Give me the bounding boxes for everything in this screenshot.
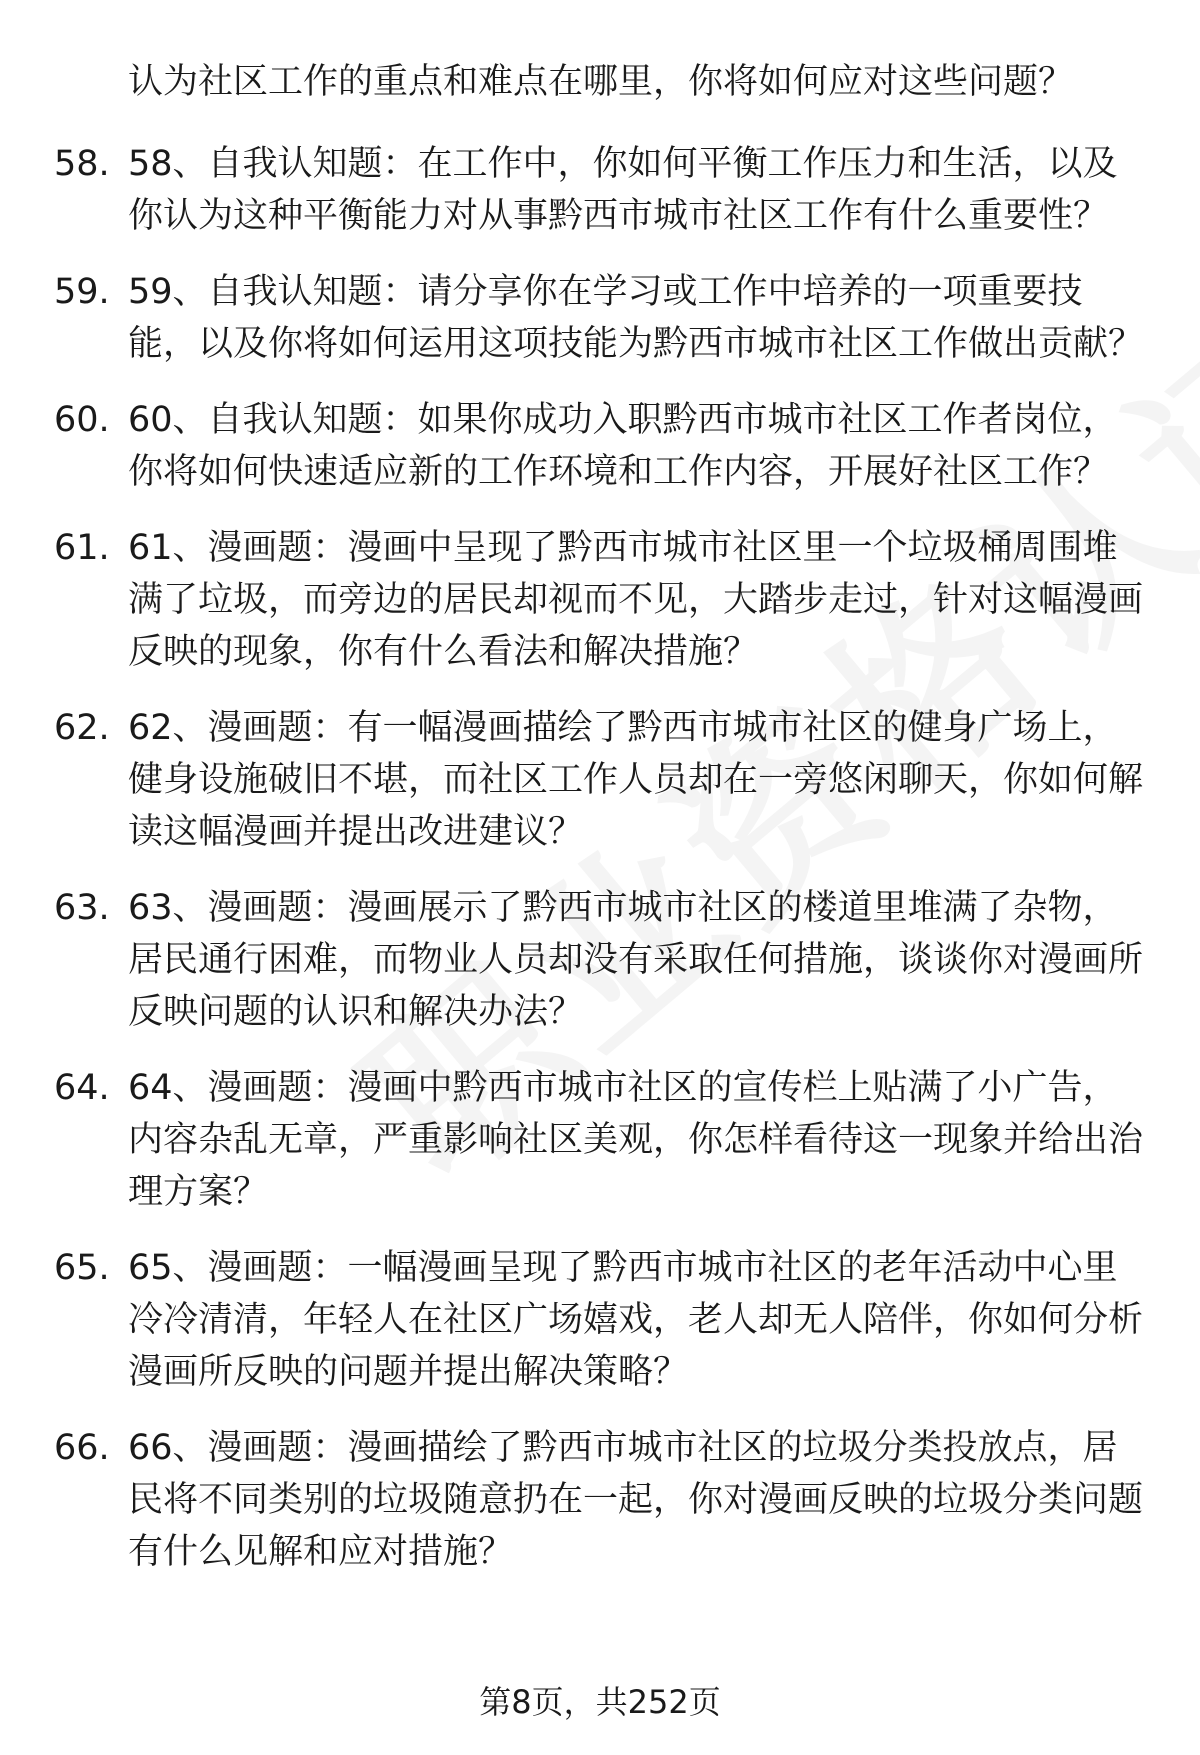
list-item bbox=[0, 1062, 1148, 1218]
item-number: 65. bbox=[54, 1248, 110, 1288]
item-number: 60. bbox=[54, 400, 110, 440]
item-number: 62. bbox=[54, 708, 110, 748]
item-number: 63. bbox=[54, 888, 110, 928]
list-item bbox=[0, 1242, 1148, 1398]
item-number: 59. bbox=[54, 272, 110, 312]
item-text: 62、漫画题：有一幅漫画描绘了黔西市城市社区的健身广场上，健身设施破旧不堪，而社区工作人员却在一旁悠闲聊天，你如何解读这幅漫画并提出改进建议？ bbox=[128, 708, 1144, 852]
list-item bbox=[0, 1422, 1148, 1578]
item-number: 64. bbox=[54, 1068, 110, 1108]
list-item bbox=[0, 522, 1148, 678]
item-number: 66. bbox=[54, 1428, 110, 1468]
item-text: 59、自我认知题：请分享你在学习或工作中培养的一项重要技能，以及你将如何运用这项技能为黔西市城市社区工作做出贡献？ bbox=[128, 272, 1144, 364]
question-list bbox=[0, 138, 1200, 1602]
item-number: 61. bbox=[54, 528, 110, 568]
list-item bbox=[0, 702, 1148, 858]
list-item bbox=[0, 394, 1148, 498]
list-item bbox=[0, 882, 1148, 1038]
list-item bbox=[0, 138, 1148, 242]
item-text: 64、漫画题：漫画中黔西市城市社区的宣传栏上贴满了小广告，内容杂乱无章，严重影响社区美观，你怎样看待这一现象并给出治理方案？ bbox=[128, 1068, 1144, 1212]
list-item bbox=[0, 266, 1148, 370]
item-text: 66、漫画题：漫画描绘了黔西市城市社区的垃圾分类投放点，居民将不同类别的垃圾随意扔在一起，你对漫画反映的垃圾分类问题有什么见解和应对措施？ bbox=[128, 1428, 1144, 1572]
item-text: 63、漫画题：漫画展示了黔西市城市社区的楼道里堆满了杂物，居民通行困难，而物业人员却没有采取任何措施，谈谈你对漫画所反映问题的认识和解决办法？ bbox=[128, 888, 1144, 1032]
item-text: 60、自我认知题：如果你成功入职黔西市城市社区工作者岗位，你将如何快速适应新的工作环境和工作内容，开展好社区工作？ bbox=[128, 400, 1118, 492]
item-text: 65、漫画题：一幅漫画呈现了黔西市城市社区的老年活动中心里冷冷清清，年轻人在社区广场嬉戏，老人却无人陪伴，你如何分析漫画所反映的问题并提出解决策略？ bbox=[128, 1248, 1144, 1392]
continued-question-text: 认为社区工作的重点和难点在哪里，你将如何应对这些问题？ bbox=[128, 62, 1074, 102]
item-text: 61、漫画题：漫画中呈现了黔西市城市社区里一个垃圾桶周围堆满了垃圾，而旁边的居民却视而不见，大踏步走过，针对这幅漫画反映的现象，你有什么看法和解决措施？ bbox=[128, 528, 1144, 672]
page-footer: 第8页，共252页 bbox=[479, 1683, 721, 1721]
item-number: 58. bbox=[54, 144, 110, 184]
item-text: 58、自我认知题：在工作中，你如何平衡工作压力和生活，以及你认为这种平衡能力对从事黔西市城市社区工作有什么重要性？ bbox=[128, 144, 1118, 236]
